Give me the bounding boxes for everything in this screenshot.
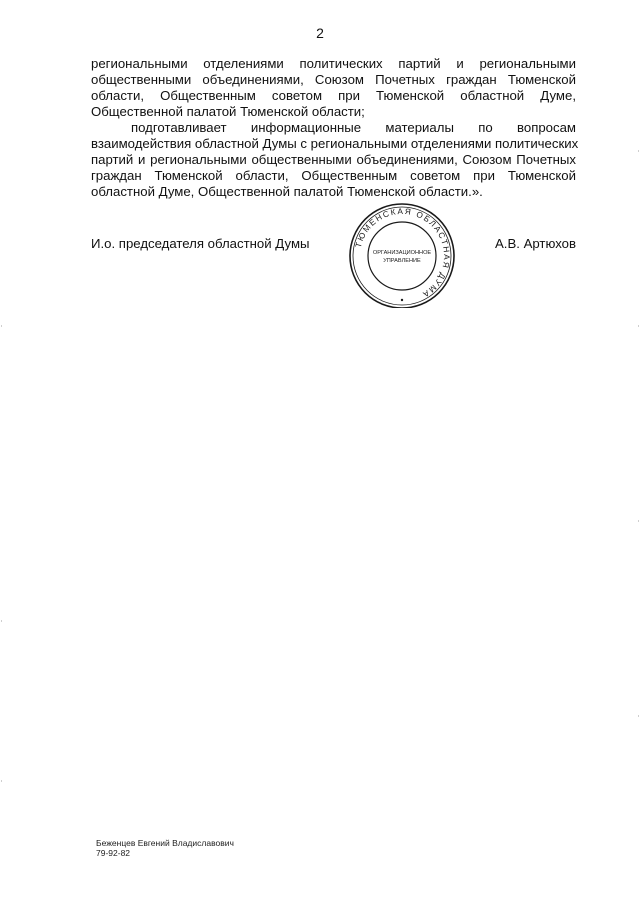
executor-phone: 79-92-82 bbox=[96, 848, 131, 858]
text-line: партий и региональными общественными объединениями, Союзом Почетных bbox=[91, 152, 576, 167]
stamp-seal-icon bbox=[342, 198, 462, 308]
text-line: подготавливает информационные материалы по вопросам bbox=[131, 120, 576, 135]
stamp-inner-line-1: ОРГАНИЗАЦИОННОЕ bbox=[372, 250, 432, 256]
stamp-dot bbox=[401, 299, 403, 301]
paragraph-duties bbox=[91, 120, 579, 200]
scan-edge-mark bbox=[1, 325, 2, 327]
text-line: Общественной палатой Тюменской области; bbox=[91, 104, 365, 119]
scan-edge-mark bbox=[1, 780, 2, 782]
executor-footer bbox=[96, 838, 234, 858]
signatory-title: И.о. председателя областной Думы bbox=[91, 236, 310, 251]
text-line: областной Думе, Общественной палатой Тюменской области.». bbox=[91, 184, 483, 199]
official-stamp bbox=[342, 198, 462, 308]
scan-edge-mark bbox=[638, 325, 639, 327]
stamp-inner-line-2: УПРАВЛЕНИЕ bbox=[383, 258, 421, 264]
scan-edge-mark bbox=[638, 715, 639, 717]
signatory-name: А.В. Артюхов bbox=[495, 236, 576, 251]
text-line: региональными отделениями политических партий и региональными bbox=[91, 56, 576, 71]
scan-edge-mark bbox=[638, 520, 639, 522]
scan-edge-mark bbox=[1, 620, 2, 622]
document-body bbox=[91, 56, 579, 200]
text-line: области, Общественным советом при Тюменской областной Думе, bbox=[91, 88, 576, 103]
page-number: 2 bbox=[316, 25, 324, 41]
stamp-outer-text: ТЮМЕНСКАЯ ОБЛАСТНАЯ ДУМА bbox=[353, 206, 452, 300]
scan-edge-mark bbox=[638, 150, 639, 152]
text-line: общественными объединениями, Союзом Почетных граждан Тюменской bbox=[91, 72, 576, 87]
paragraph-continuation bbox=[91, 56, 576, 120]
executor-name: Беженцев Евгений Владиславович bbox=[96, 838, 234, 848]
text-line: взаимодействия областной Думы с региональными отделениями политических bbox=[91, 136, 579, 151]
text-line: граждан Тюменской области, Общественным советом при Тюменской bbox=[91, 168, 576, 183]
